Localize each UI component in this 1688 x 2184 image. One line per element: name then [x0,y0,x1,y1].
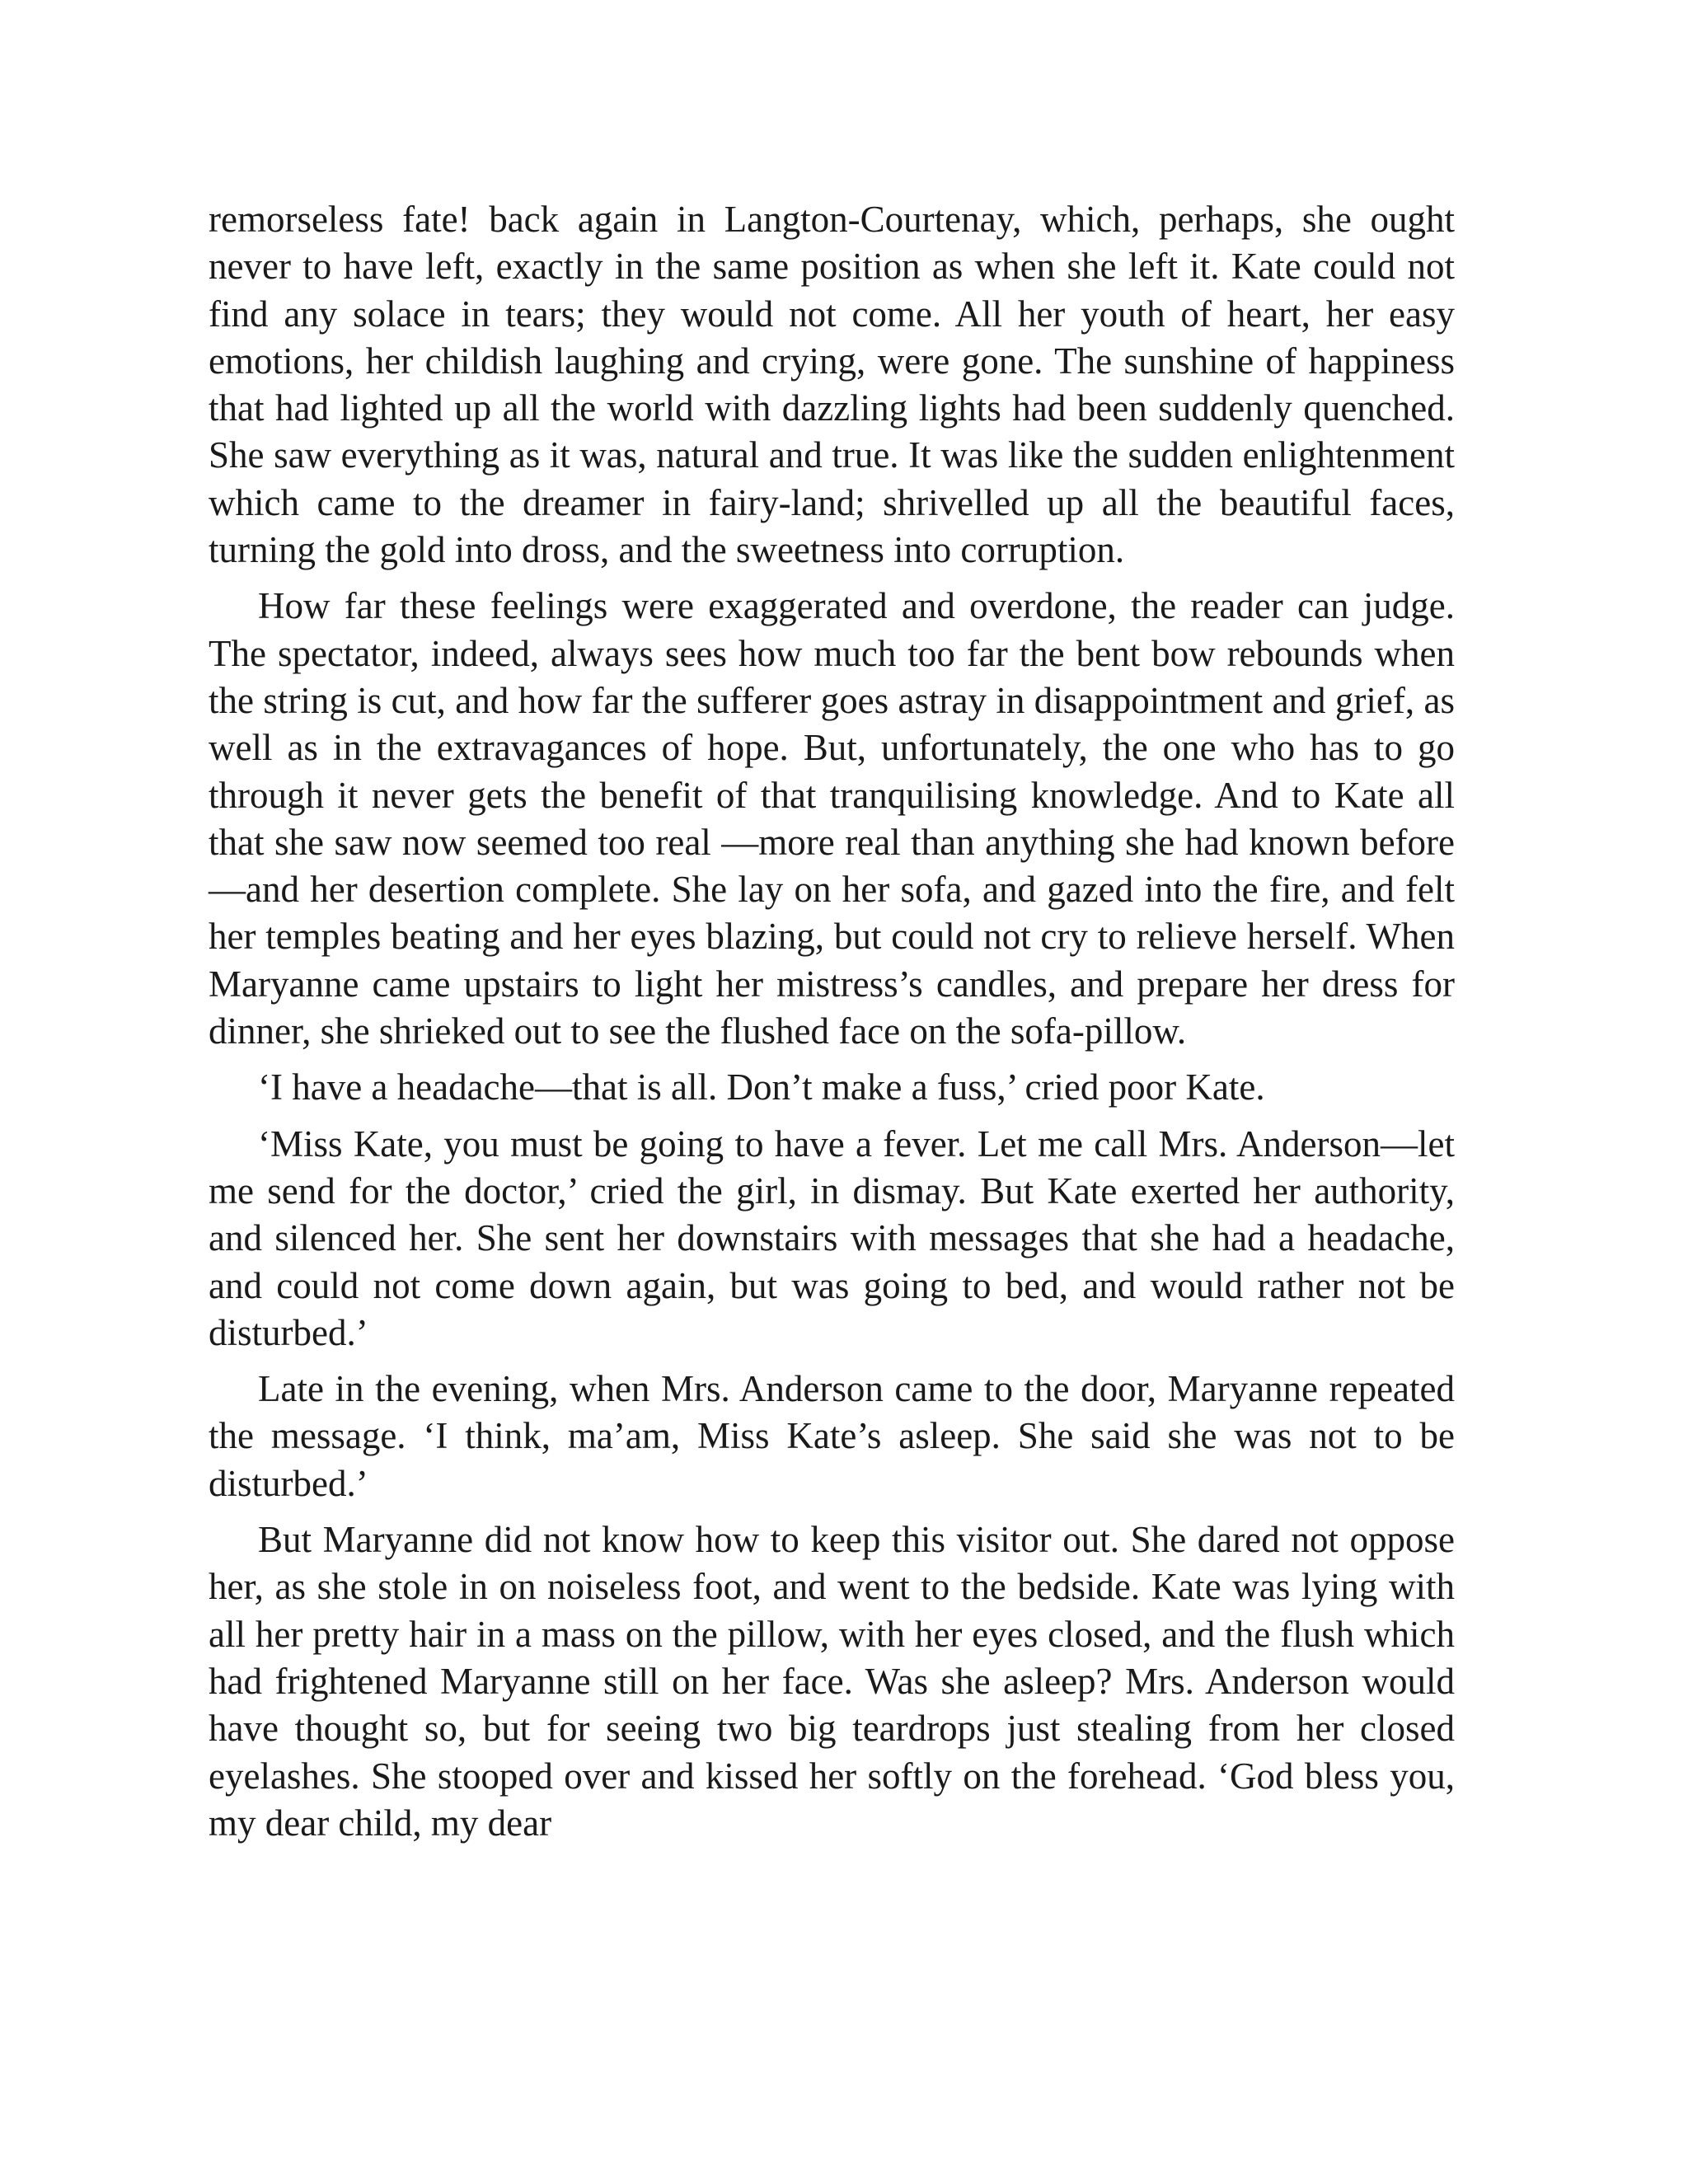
paragraph: But Maryanne did not know how to keep this visitor out. She dared not oppose her, as she stole in on noiseless foot, and went to the bedside. Kate was lying with all her pretty hair in a mass on the pillow, with her eyes closed, and the flush which had frightened Maryanne still on her face. Was she asleep? Mrs. Anderson would have thought so, but for seeing two big teardrops just stealing from her closed eyelashes. She stooped over and kissed her softly on the forehead. ‘God bless you, my dear child, my dear [209,1519,1455,1844]
paragraph: Late in the evening, when Mrs. Anderson came to the door, Maryanne repeated the message. ‘I think, ma’am, Miss Kate’s asleep. She said she was not to be disturbed.’ [209,1368,1455,1504]
body-text [209,196,1455,1856]
paragraph-dialogue: ‘I have a headache—that is all. Don’t make a fuss,’ cried poor Kate. [258,1066,1265,1108]
paragraph-continuation: remorseless fate! back again in Langton-Courtenay, which, perhaps, she ought never to have left, exactly in the same position as when she left it. Kate could not find any solace in tears; they would not come. All her youth of heart, her easy emotions, her childish laughing and crying, were gone. The sunshine of happiness that had lighted up all the world with dazzling lights had been suddenly quenched. She saw everything as it was, natural and true. It was like the sudden enlightenment which came to the dreamer in fairy-land; shrivelled up all the beautiful faces, turning the gold into dross, and the sweetness into corruption. [209,199,1455,571]
paragraph-dialogue: ‘Miss Kate, you must be going to have a fever. Let me call Mrs. Anderson—let me send for the doctor,’ cried the girl, in dismay. But Kate exerted her authority, and silenced her. She sent her downstairs with messages that she had a headache, and could not come down again, but was going to bed, and would rather not be disturbed.’ [209,1122,1455,1353]
paragraph: How far these feelings were exaggerated and overdone, the reader can judge. The spectator, indeed, always sees how much too far the bent bow rebounds when the string is cut, and how far the sufferer goes astray in disappointment and grief, as well as in the extravagances of hope. But, unfortunately, the one who has to go through it never gets the benefit of that tranquilising knowledge. And to Kate all that she saw now seemed too real —more real than anything she had known before—and her desertion complete. She lay on her sofa, and gazed into the fire, and felt her temples beating and her eyes blazing, but could not cry to relieve herself. When Maryanne came upstairs to light her mistress’s candles, and prepare her dress for dinner, she shrieked out to see the flushed face on the sofa-pillow. [209,585,1455,1052]
